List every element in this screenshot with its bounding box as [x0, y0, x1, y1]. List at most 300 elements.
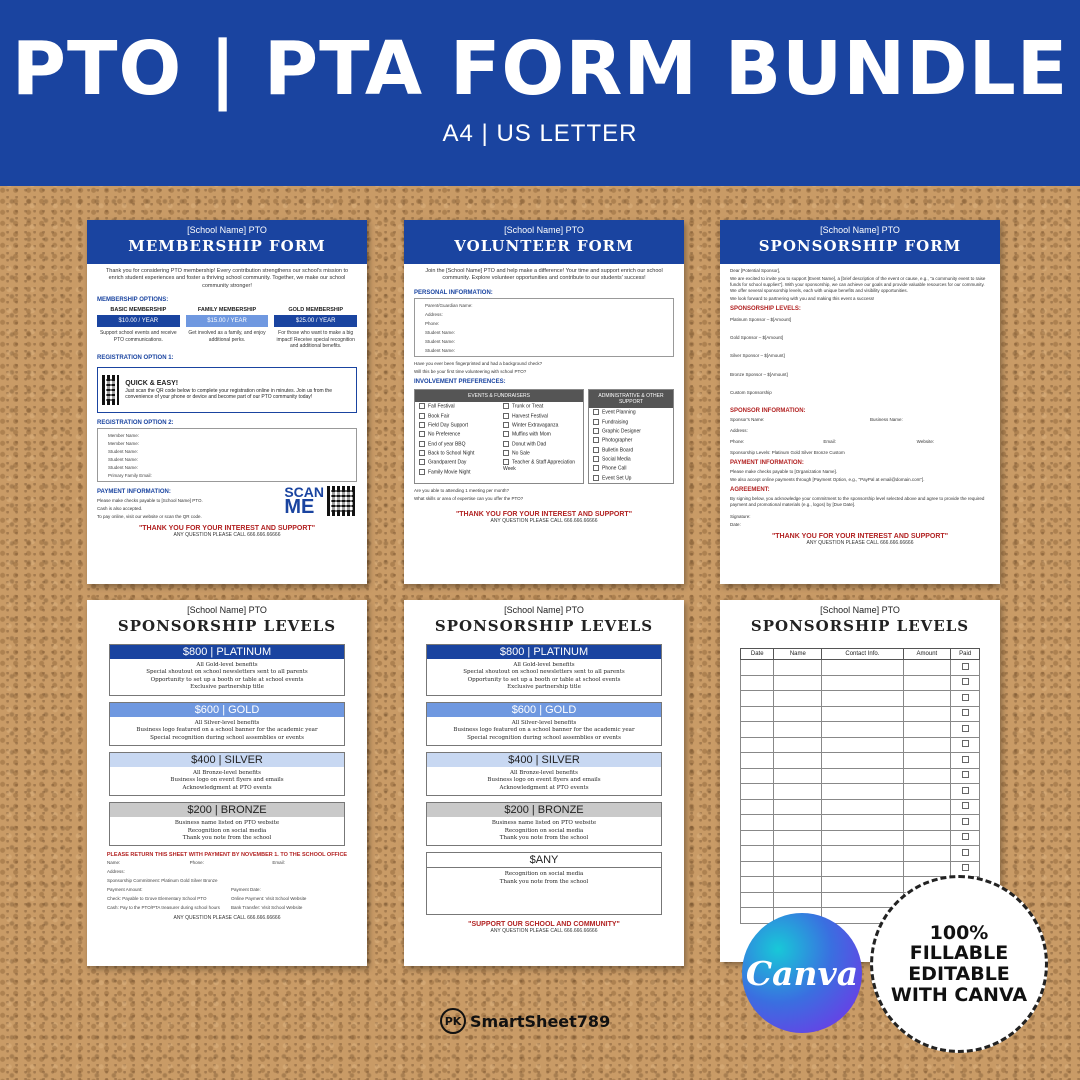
checkbox-option[interactable]: Event Set Up — [589, 473, 673, 482]
tier-basic — [97, 307, 180, 350]
tier-benefit: Special recognition during school assemblies or events — [467, 734, 621, 741]
table-cell[interactable] — [774, 892, 822, 908]
field-label: Phone: — [425, 320, 440, 326]
level-item: Gold Sponsor – $[Amount] — [730, 335, 784, 341]
payment-option[interactable]: Bank Transfer: Visit School Website — [231, 905, 303, 911]
table-cell[interactable] — [774, 753, 822, 769]
paid-cell[interactable] — [951, 722, 980, 738]
table-row — [741, 830, 980, 846]
tier-platinum — [109, 644, 345, 696]
paid-cell[interactable] — [951, 675, 980, 691]
checkbox-option[interactable]: Book Fair — [415, 411, 499, 420]
tier-title: $200 | BRONZE — [427, 803, 661, 817]
paid-checkbox[interactable] — [962, 849, 969, 856]
sponsorship-levels-form-sheet — [87, 600, 367, 966]
volunteer-form-sheet — [404, 220, 684, 584]
section-label: REGISTRATION OPTION 2: — [97, 419, 174, 426]
sheet-header — [87, 220, 367, 264]
table-cell[interactable] — [822, 861, 903, 877]
table-cell[interactable] — [741, 722, 774, 738]
bundle-title: PTO | PTA FORM BUNDLE — [11, 26, 1069, 112]
field-label: Parent/Guardian Name: — [425, 302, 473, 308]
tier-bronze — [426, 802, 662, 846]
tier-silver — [109, 752, 345, 796]
paid-checkbox[interactable] — [962, 740, 969, 747]
table-cell[interactable] — [903, 799, 951, 815]
paid-cell[interactable] — [951, 660, 980, 676]
field-label: Address: — [425, 311, 443, 317]
table-cell[interactable] — [741, 737, 774, 753]
tier-benefit: Business logo on event flyers and emails — [170, 777, 284, 784]
table-cell[interactable] — [774, 784, 822, 800]
table-cell[interactable] — [741, 753, 774, 769]
fillable-badge — [870, 875, 1048, 1053]
field-label: Email: — [823, 438, 836, 444]
tier-benefit: All Gold-level benefits — [196, 662, 258, 668]
table-row — [741, 753, 980, 769]
sheet-title: SPONSORSHIP FORM — [758, 237, 962, 255]
table-row — [741, 784, 980, 800]
column-header: Date — [741, 649, 774, 660]
column-header: EVENTS & FUNDRAISERS — [415, 390, 583, 402]
table-cell[interactable] — [774, 815, 822, 831]
table-cell[interactable] — [774, 737, 822, 753]
checkbox-option[interactable]: Trunk or Treat — [499, 402, 583, 411]
table-cell[interactable] — [903, 691, 951, 707]
tier-family — [186, 307, 269, 350]
paid-checkbox[interactable] — [962, 771, 969, 778]
badge-line: EDITABLE — [908, 963, 1010, 985]
date-field[interactable]: Date: — [730, 522, 741, 528]
tier-benefit: Opportunity to set up a booth or table at school events — [150, 676, 304, 683]
checkbox-option[interactable]: Bulletin Board — [589, 445, 673, 454]
payment-line: Please make checks payable to [Organization Name]. — [730, 468, 838, 474]
paid-cell[interactable] — [951, 737, 980, 753]
checkbox-option[interactable]: Family Movie Night — [415, 467, 499, 476]
table-cell[interactable] — [822, 675, 903, 691]
bundle-subtitle: A4 | US LETTER — [442, 120, 638, 147]
brand-logo-icon: PK — [440, 1008, 466, 1034]
table-cell[interactable] — [903, 784, 951, 800]
tier-benefit: Special shoutout on school newsletters sent to all parents — [463, 669, 625, 676]
section-label: SPONSORSHIP LEVELS: — [730, 306, 801, 313]
table-cell[interactable] — [822, 846, 903, 862]
checkbox-option[interactable]: Event Planning — [589, 408, 673, 417]
tier-benefit: Business name listed on PTO website — [491, 820, 597, 827]
field-label: Email: — [272, 860, 285, 866]
section-label: AGREEMENT: — [730, 487, 770, 493]
intro-text: Thank you for considering PTO membership! Every contribution strengthens our school's mission to enrich student experiences and foster a thriving school community. Together, we make our school community stronger! — [105, 268, 349, 289]
section-label: PAYMENT INFORMATION: — [97, 488, 171, 495]
letter-greeting: Dear [Potential Sponsor], — [730, 268, 781, 273]
table-cell[interactable] — [741, 706, 774, 722]
payment-option[interactable]: Online Payment: Visit School Website — [231, 896, 307, 902]
table-row — [741, 691, 980, 707]
badge-line: WITH CANVA — [890, 983, 1028, 1006]
section-label: PERSONAL INFORMATION: — [414, 289, 493, 296]
table-cell[interactable] — [822, 768, 903, 784]
scan-label: SCAN — [284, 483, 324, 500]
sheet-title: SPONSORSHIP LEVELS — [750, 617, 970, 635]
paid-checkbox[interactable] — [962, 833, 969, 840]
checkbox-option[interactable]: Teacher & Staff Appreciation Week — [499, 458, 583, 473]
table-cell[interactable] — [774, 691, 822, 707]
checkbox-option[interactable]: No Preference — [415, 430, 499, 439]
paid-checkbox[interactable] — [962, 694, 969, 701]
paid-checkbox[interactable] — [962, 787, 969, 794]
sheet-header — [404, 600, 684, 644]
tier-benefit: Exclusive partnership title — [190, 684, 264, 691]
scan-me — [284, 483, 357, 519]
tier-benefit: Exclusive partnership title — [507, 684, 581, 691]
personal-fields — [414, 298, 674, 357]
paid-cell[interactable] — [951, 784, 980, 800]
checkbox-option[interactable]: Field Day Support — [415, 421, 499, 430]
tier-gold — [274, 307, 357, 350]
payment-line: Please make checks payable to [School Name] PTO. — [97, 497, 203, 503]
table-cell[interactable] — [822, 830, 903, 846]
field-label: Address: — [730, 427, 748, 433]
table-row — [741, 846, 980, 862]
field-label: Phone: — [730, 438, 745, 444]
tier-price: $15.00 / YEAR — [186, 315, 269, 327]
tier-title: $400 | SILVER — [427, 753, 661, 767]
column-header: Amount — [903, 649, 951, 660]
school-name: [School Name] PTO — [187, 225, 267, 235]
tier-title: $800 | PLATINUM — [427, 645, 661, 659]
table-cell[interactable] — [822, 815, 903, 831]
level-item: Platinum Sponsor – $[Amount] — [730, 317, 792, 323]
paid-cell[interactable] — [951, 815, 980, 831]
table-row — [741, 660, 980, 676]
table-cell[interactable] — [741, 768, 774, 784]
checkbox-option[interactable]: Social Media — [589, 455, 673, 464]
agreement-text: By signing below, you acknowledge your commitment to the sponsorship level selected above and agree to provide the required payment and promotional materials (e.g., logos) by [Due Date]. — [730, 496, 985, 508]
paid-cell[interactable] — [951, 799, 980, 815]
table-cell[interactable] — [774, 877, 822, 893]
tier-benefit: Thank you note from the school — [182, 835, 272, 842]
school-name: [School Name] PTO — [820, 605, 900, 615]
title-banner — [0, 0, 1080, 186]
letter-closing: We look forward to partnering with you and making this event a success! — [730, 296, 875, 302]
tier-benefit: Business name listed on PTO website — [174, 820, 280, 827]
tier-benefit: Business logo featured on a school banner for the academic year — [453, 727, 635, 734]
field-label: Student Name: — [425, 347, 456, 353]
thanks-text: "THANK YOU FOR YOUR INTEREST AND SUPPORT" — [455, 510, 633, 518]
tier-benefit: All Bronze-level benefits — [193, 769, 261, 776]
column-header: Paid — [951, 649, 980, 660]
section-label: REGISTRATION OPTION 1: — [97, 354, 174, 361]
tier-benefit: All Silver-level benefits — [511, 719, 577, 726]
paid-checkbox[interactable] — [962, 756, 969, 763]
table-cell[interactable] — [903, 675, 951, 691]
field-label: Business Name: — [870, 416, 903, 422]
table-cell[interactable] — [741, 691, 774, 707]
checkbox-option[interactable]: No Sale — [499, 449, 583, 458]
field-label: Phone: — [189, 860, 204, 866]
field-label: Website: — [916, 438, 935, 444]
table-cell[interactable] — [903, 706, 951, 722]
tier-title: $800 | PLATINUM — [110, 645, 344, 659]
table-cell[interactable] — [903, 861, 951, 877]
tier-title: $200 | BRONZE — [110, 803, 344, 817]
checkbox-option[interactable]: Back to School Night — [415, 449, 499, 458]
table-cell[interactable] — [774, 660, 822, 676]
school-name: [School Name] PTO — [820, 225, 900, 235]
tier-benefit: All Gold-level benefits — [513, 662, 575, 668]
sheet-title: MEMBERSHIP FORM — [128, 237, 326, 255]
sheet-header — [87, 600, 367, 644]
paid-checkbox[interactable] — [962, 678, 969, 685]
tier-silver — [426, 752, 662, 796]
table-cell[interactable] — [774, 846, 822, 862]
section-label: MEMBERSHIP OPTIONS: — [97, 297, 169, 304]
table-row — [741, 799, 980, 815]
section-label: SPONSOR INFORMATION: — [730, 407, 806, 414]
table-cell[interactable] — [903, 768, 951, 784]
school-name: [School Name] PTO — [187, 605, 267, 615]
call-text: ANY QUESTION PLEASE CALL 666.666.66666 — [490, 517, 598, 524]
checkbox-option[interactable]: Fundraising — [589, 417, 673, 426]
table-cell[interactable] — [741, 877, 774, 893]
sheet-header — [720, 600, 1000, 644]
sheet-header — [720, 220, 1000, 264]
table-cell[interactable] — [741, 815, 774, 831]
paid-cell[interactable] — [951, 753, 980, 769]
question: Have you ever been fingerprinted and had a background check? — [414, 360, 543, 366]
paid-checkbox[interactable] — [962, 802, 969, 809]
tier-benefit: Special recognition during school assemblies or events — [150, 734, 304, 741]
return-note: PLEASE RETURN THIS SHEET WITH PAYMENT BY NOVEMBER 1. TO THE SCHOOL OFFICE — [106, 852, 348, 859]
paid-checkbox[interactable] — [962, 663, 969, 670]
tier-benefit: Thank you note from the school — [499, 878, 589, 885]
paid-cell[interactable] — [951, 706, 980, 722]
checkbox-option[interactable]: Muffins with Mom — [499, 430, 583, 439]
table-cell[interactable] — [822, 799, 903, 815]
table-cell[interactable] — [741, 846, 774, 862]
table-cell[interactable] — [741, 799, 774, 815]
canva-logo — [742, 913, 862, 1033]
column-header: Contact Info. — [822, 649, 903, 660]
table-cell[interactable] — [903, 722, 951, 738]
qr-code-icon — [327, 486, 357, 516]
table-cell[interactable] — [822, 706, 903, 722]
table-cell[interactable] — [741, 660, 774, 676]
column-header: ADMINISTRATIVE & OTHER SUPPORT — [589, 390, 673, 408]
paid-cell[interactable] — [951, 768, 980, 784]
table-row — [741, 861, 980, 877]
tier-desc: Get involved as a family, and enjoy additional perks. — [188, 330, 266, 343]
qr-code-icon — [102, 375, 119, 405]
checkbox-option[interactable]: Harvest Festival — [499, 411, 583, 420]
question: What skills or area of expertise can you offer the PTO? — [414, 495, 524, 501]
table-cell[interactable] — [741, 784, 774, 800]
badge-line: 100% — [929, 921, 989, 944]
tier-benefit: Special shoutout on school newsletters sent to all parents — [146, 669, 308, 676]
table-cell[interactable] — [822, 691, 903, 707]
table-cell[interactable] — [822, 784, 903, 800]
tier-name: GOLD MEMBERSHIP — [288, 307, 344, 314]
table-cell[interactable] — [774, 799, 822, 815]
table-cell[interactable] — [903, 830, 951, 846]
paid-cell[interactable] — [951, 691, 980, 707]
table-cell[interactable] — [741, 908, 774, 924]
tier-name: BASIC MEMBERSHIP — [110, 307, 167, 314]
signature-field[interactable]: Signature: — [730, 514, 751, 520]
table-cell[interactable] — [822, 737, 903, 753]
call-text: ANY QUESTION PLEASE CALL 666.666.66666 — [173, 915, 281, 922]
commitment-checkboxes[interactable]: Sponsorship Commitment: Platinum Gold Silver Bronze — [107, 878, 218, 884]
tier-benefit: Recognition on social media — [504, 871, 584, 878]
seller-brand — [440, 1008, 610, 1034]
field-label: Sponsor's Name: — [730, 416, 765, 422]
column-header: Name — [774, 649, 822, 660]
quick-heading: QUICK & EASY! — [125, 379, 179, 387]
table-cell[interactable] — [903, 846, 951, 862]
table-cell[interactable] — [774, 722, 822, 738]
sheet-title: SPONSORSHIP LEVELS — [434, 617, 654, 635]
checkbox-option[interactable]: Grandparent Day — [415, 458, 499, 467]
table-row — [741, 706, 980, 722]
payment-line: We also accept online payments through [Payment Option, e.g., "PayPal at email@domain.com"]. — [730, 476, 925, 482]
paid-checkbox[interactable] — [962, 818, 969, 825]
section-label: INVOLVEMENT PREFERENCES: — [414, 378, 506, 385]
table-cell[interactable] — [774, 830, 822, 846]
table-cell[interactable] — [903, 737, 951, 753]
canva-wordmark: Canva — [745, 953, 859, 993]
field-label: Student Name: — [425, 338, 456, 344]
table-cell[interactable] — [741, 861, 774, 877]
level-item: Silver Sponsor – $[Amount] — [730, 353, 785, 359]
level-item: Custom Sponsorship — [730, 389, 772, 395]
sheet-title: VOLUNTEER FORM — [454, 237, 634, 255]
checkbox-option[interactable]: Graphic Designer — [589, 427, 673, 436]
tier-benefit: Acknowledgment at PTO events — [499, 784, 589, 791]
table-row — [741, 815, 980, 831]
tier-benefit: Business logo on event flyers and emails — [487, 777, 601, 784]
school-name: [School Name] PTO — [504, 225, 584, 235]
table-cell[interactable] — [822, 877, 903, 893]
badge-line: FILLABLE — [909, 942, 1009, 965]
tier-benefit: Acknowledgment at PTO events — [182, 784, 272, 791]
membership-tiers — [87, 305, 367, 352]
field-label: Payment Amount: — [107, 887, 143, 893]
payment-option[interactable]: Cash: Pay to the PTO/PTA treasurer during school hours — [107, 905, 220, 911]
tier-price: $10.00 / YEAR — [97, 315, 180, 327]
field-label: Student Name: — [108, 456, 139, 462]
tier-benefit: Recognition on social media — [187, 827, 267, 834]
sponsorship-form-sheet — [720, 220, 1000, 584]
tier-gold — [109, 702, 345, 746]
school-name: [School Name] PTO — [504, 605, 584, 615]
table-cell[interactable] — [741, 675, 774, 691]
letter-body: We are excited to invite you to support [Event Name], a [brief description of the event or cause, e.g., "a community event to raise funds for school supplies"]. With your sponsorship, we can achieve our goals and provide valuable resources for our community. We offer several sponsorship levels, each with unique benefits and visibility opportunities. — [730, 276, 986, 294]
table-cell[interactable] — [903, 815, 951, 831]
tier-name: FAMILY MEMBERSHIP — [197, 307, 257, 314]
tier-benefit: Thank you note from the school — [499, 835, 589, 842]
field-label: Primary Family Email: — [108, 472, 152, 478]
checkbox-option[interactable]: Fall Festival — [415, 402, 499, 411]
tier-benefit: Recognition on social media — [504, 827, 584, 834]
level-checkboxes[interactable]: Sponsorship Levels: Platinum Gold Silver Bronze Custom — [730, 449, 845, 455]
call-text: ANY QUESTION PLEASE CALL 666.666.66666 — [806, 540, 914, 547]
tier-title: $ANY — [427, 853, 661, 868]
tier-gold — [426, 702, 662, 746]
support-text: "SUPPORT OUR SCHOOL AND COMMUNITY" — [468, 921, 620, 929]
checkbox-option[interactable]: End of year BBQ — [415, 439, 499, 448]
tier-desc: Support school events and receive PTO communications. — [99, 330, 177, 343]
qr-register-box — [97, 367, 357, 413]
tier-benefit: All Bronze-level benefits — [510, 769, 578, 776]
payment-option[interactable]: Check: Payable to Grove Elementary School PTO — [107, 896, 207, 902]
paid-cell[interactable] — [951, 830, 980, 846]
tier-bronze — [109, 802, 345, 846]
table-cell[interactable] — [741, 830, 774, 846]
question: Will this be your first time volunteering with school PTO? — [414, 368, 527, 374]
me-label: ME — [284, 496, 315, 519]
table-cell[interactable] — [822, 722, 903, 738]
brand-name: SmartSheet789 — [470, 1011, 611, 1031]
table-cell[interactable] — [822, 753, 903, 769]
paid-checkbox[interactable] — [962, 725, 969, 732]
checkbox-option[interactable]: Winter Extravaganza — [499, 421, 583, 430]
thanks-text: "THANK YOU FOR YOUR INTEREST AND SUPPORT" — [138, 524, 316, 532]
checkbox-option[interactable]: Photographer — [589, 436, 673, 445]
level-item: Bronze Sponsor – $[Amount] — [730, 371, 788, 377]
call-text: ANY QUESTION PLEASE CALL 666.666.66666 — [490, 928, 598, 935]
table-cell[interactable] — [903, 753, 951, 769]
table-row — [741, 768, 980, 784]
paid-checkbox[interactable] — [962, 709, 969, 716]
paid-checkbox[interactable] — [962, 864, 969, 871]
tier-title: $400 | SILVER — [110, 753, 344, 767]
tier-desc: For those who want to make a big impact! Receive special recognition and additional benefits. — [276, 330, 355, 350]
field-label: Member Name: — [108, 432, 140, 438]
field-label: Member Name: — [108, 440, 140, 446]
checkbox-option[interactable]: Donut with Dad — [499, 439, 583, 448]
table-cell[interactable] — [774, 768, 822, 784]
tier-benefit: Opportunity to set up a booth or table at school events — [467, 676, 621, 683]
paid-cell[interactable] — [951, 846, 980, 862]
tier-benefit: Business logo featured on a school banner for the academic year — [136, 727, 318, 734]
question: Are you able to attending 1 meeting per month? — [414, 487, 510, 493]
table-cell[interactable] — [741, 892, 774, 908]
tier-title: $600 | GOLD — [110, 703, 344, 717]
call-text: ANY QUESTION PLEASE CALL 666.666.66666 — [173, 531, 281, 538]
tier-platinum — [426, 644, 662, 696]
table-cell[interactable] — [774, 861, 822, 877]
admin-column — [588, 389, 674, 484]
table-row — [741, 675, 980, 691]
field-label: Address: — [107, 869, 125, 875]
table-cell[interactable] — [774, 675, 822, 691]
table-cell[interactable] — [822, 660, 903, 676]
tier-price: $25.00 / YEAR — [274, 315, 357, 327]
table-cell[interactable] — [903, 660, 951, 676]
section-label: PAYMENT INFORMATION: — [730, 459, 804, 466]
registration-fields — [97, 428, 357, 482]
involvement-grid — [414, 389, 674, 484]
sheet-header — [404, 220, 684, 264]
field-label: Student Name: — [108, 448, 139, 454]
sponsorship-levels-sheet — [404, 600, 684, 966]
tier-any — [426, 852, 662, 915]
table-cell[interactable] — [774, 706, 822, 722]
thanks-text: "THANK YOU FOR YOUR INTEREST AND SUPPORT" — [771, 533, 949, 541]
table-row — [741, 722, 980, 738]
checkbox-option[interactable]: Phone Call — [589, 464, 673, 473]
membership-form-sheet — [87, 220, 367, 584]
